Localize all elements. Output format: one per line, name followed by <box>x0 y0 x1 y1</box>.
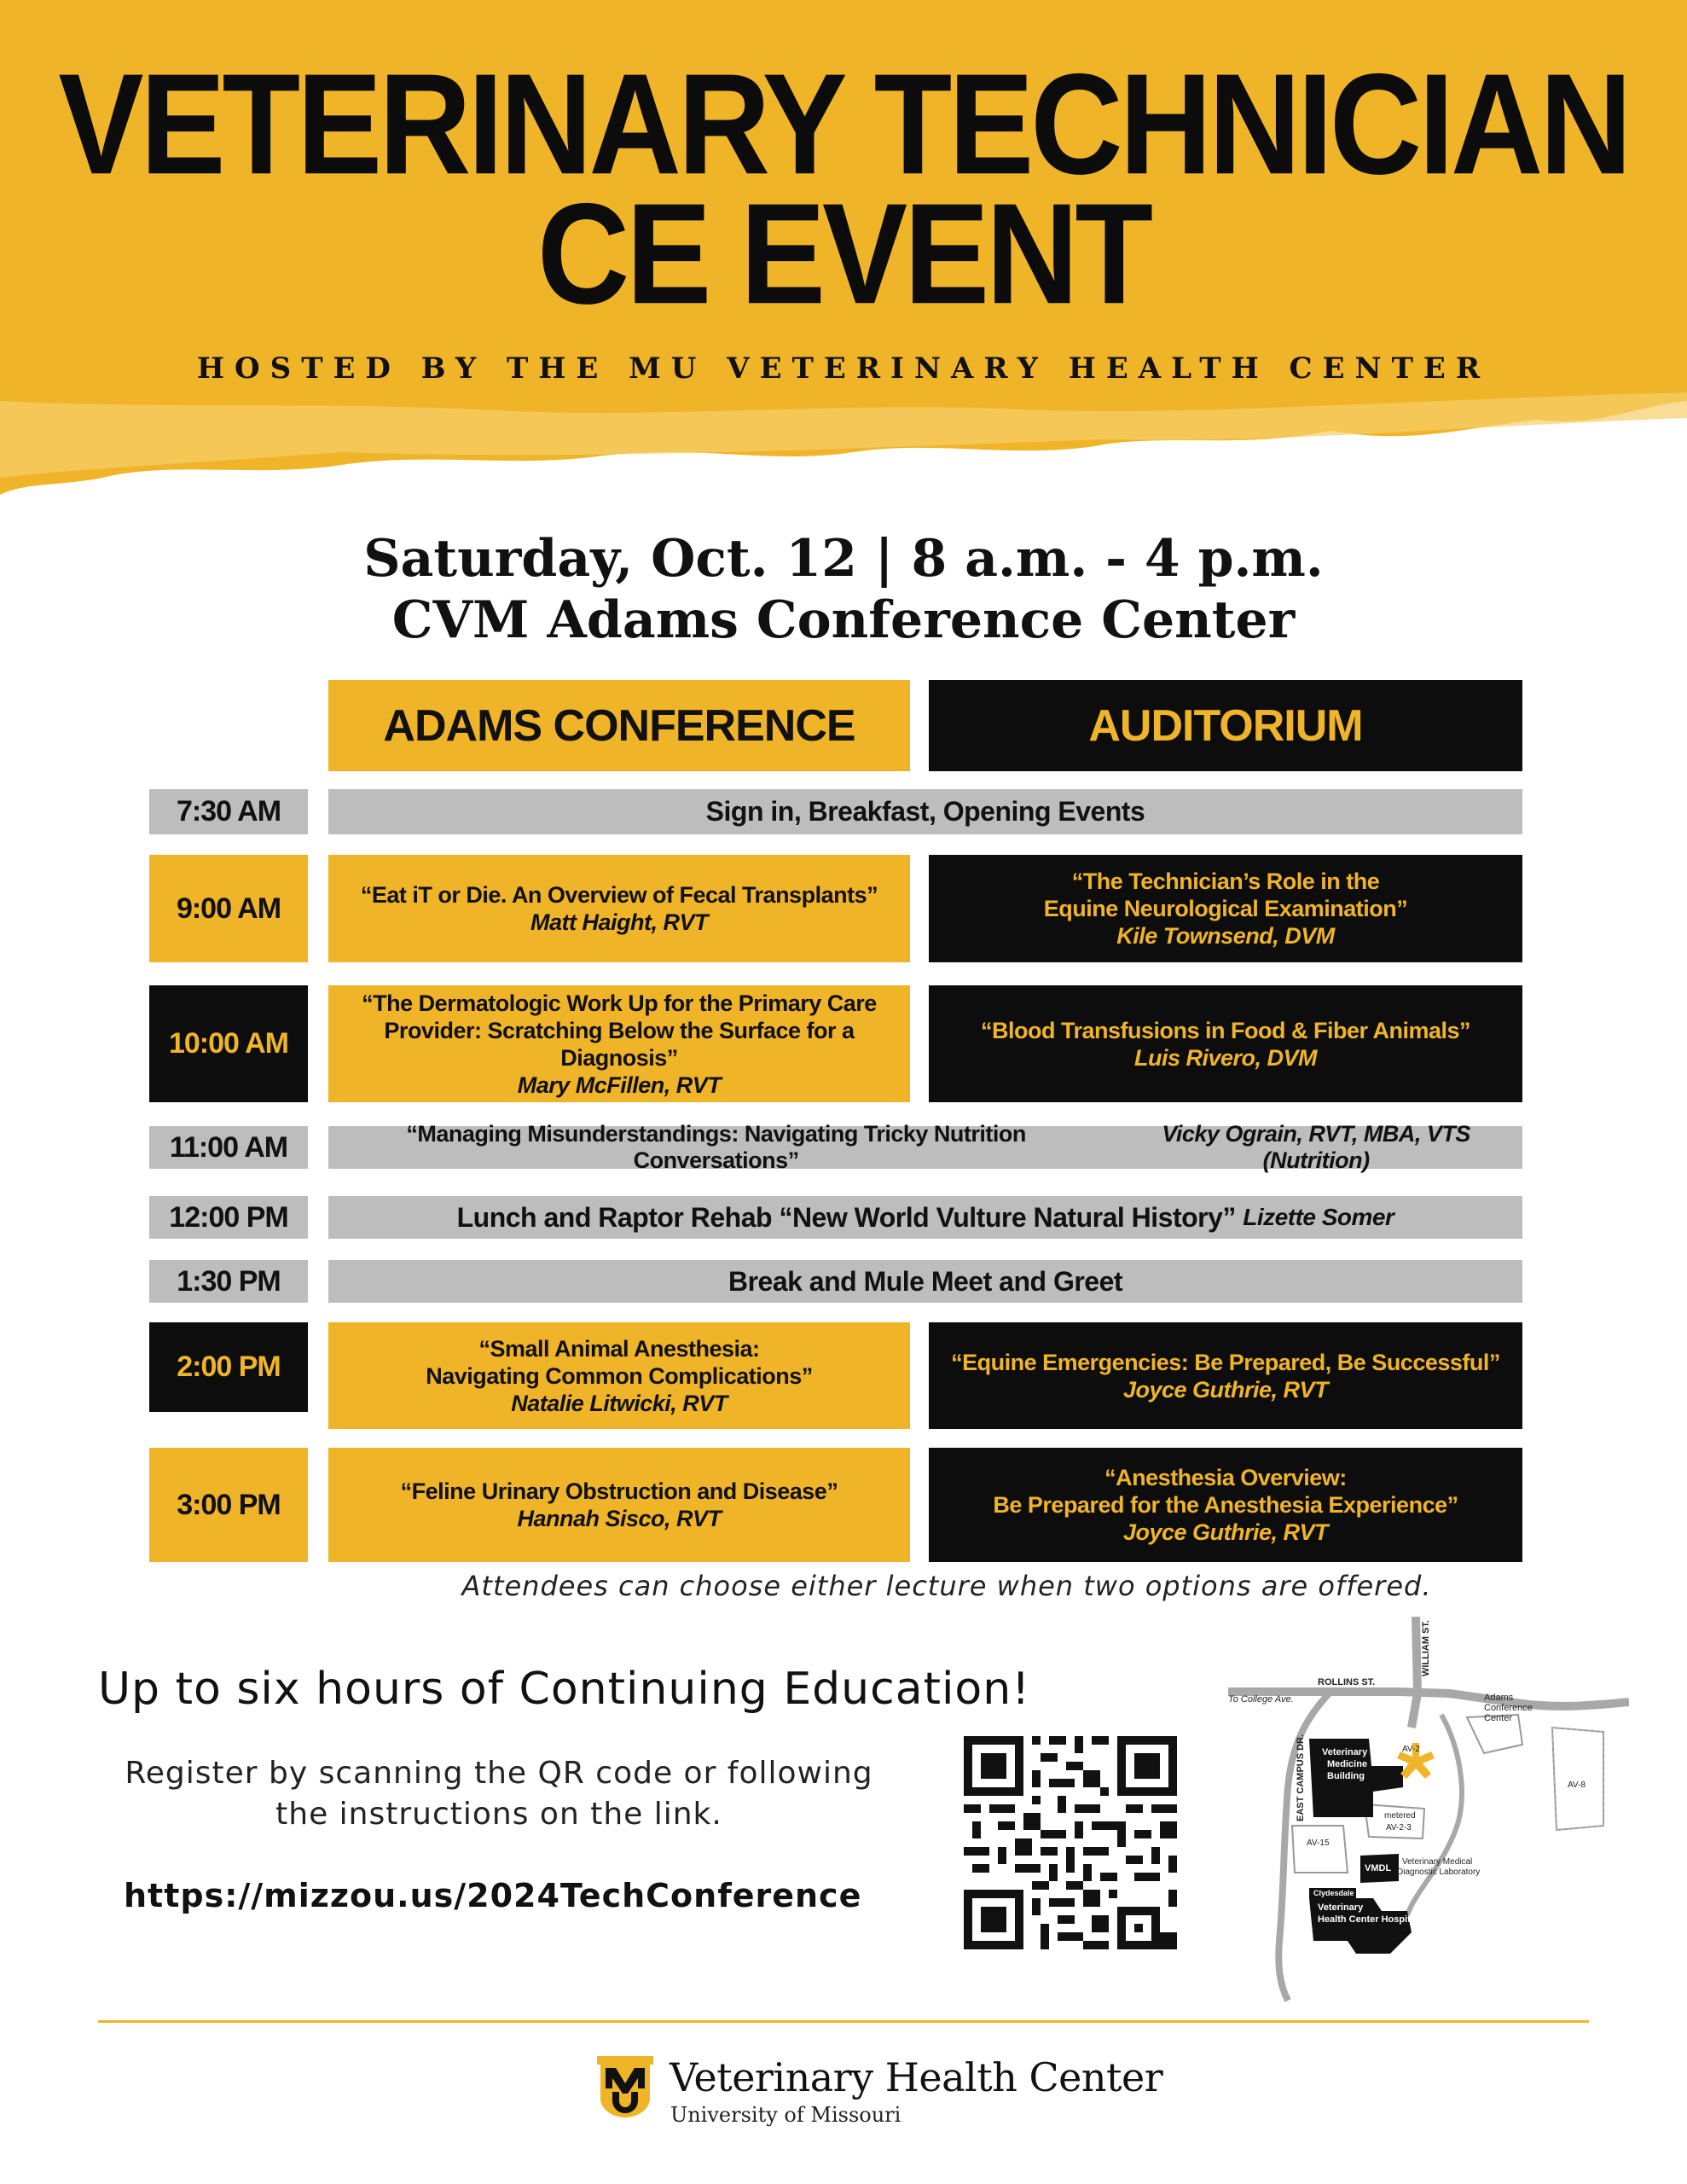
session-speaker: Hannah Sisco, RVT <box>517 1506 722 1531</box>
time-slot-1000: 10:00 AM <box>149 985 308 1102</box>
time-slot-0900: 9:00 AM <box>149 855 308 962</box>
map-label-vmdl-full2: Diagnostic Laboratory <box>1397 1867 1481 1877</box>
session-title-line2: Provider: Scratching Below the Surface for a Diagnosis” <box>384 1017 855 1071</box>
session-title-line2: Navigating Common Complications” <box>426 1362 813 1389</box>
session-speaker: Matt Haight, RVT <box>530 909 708 935</box>
event-title-line2: CE EVENT <box>536 172 1151 334</box>
map-label-vhc1: Veterinary <box>1318 1902 1364 1913</box>
campus-map-icon <box>1228 1617 1629 2005</box>
map-label-vmdl: VMDL <box>1365 1863 1392 1873</box>
map-label-adams2: Conference <box>1484 1703 1533 1713</box>
map-label-rollins: ROLLINS ST. <box>1318 1677 1376 1687</box>
map-label-vmb1: Veterinary <box>1322 1747 1368 1757</box>
register-link[interactable]: https://mizzou.us/2024TechConference <box>124 1877 862 1914</box>
map-label-av15: AV-15 <box>1307 1838 1330 1848</box>
session-title: Lunch and Raptor Rehab “New World Vulture Natural History” <box>456 1201 1236 1233</box>
map-label-av8: AV-8 <box>1568 1780 1586 1790</box>
session-title: “Blood Transfusions in Food & Fiber Animals” <box>980 1017 1471 1043</box>
map-label-adams1: Adams <box>1484 1693 1514 1703</box>
session-speaker: Lizette Somer <box>1243 1204 1394 1230</box>
time-slot-0730: 7:30 AM <box>149 789 308 834</box>
session-auditorium-1000 <box>929 985 1522 1102</box>
session-title-line1: “The Dermatologic Work Up for the Primary Care <box>362 990 877 1016</box>
session-title-line1: “Anesthesia Overview: <box>1104 1465 1347 1490</box>
qr-code-icon[interactable] <box>964 1736 1177 1949</box>
map-label-william: WILLIAM ST. <box>1421 1620 1431 1676</box>
session-title: “Eat iT or Die. An Overview of Fecal Transplants” <box>360 882 878 908</box>
map-label-vhc2: Health Center Hospitals <box>1318 1914 1424 1925</box>
ce-headline: Up to six hours of Continuing Education! <box>98 1664 1031 1715</box>
column-header-auditorium: AUDITORIUM <box>929 680 1522 771</box>
session-adams-1000 <box>328 985 910 1102</box>
session-speaker: Joyce Guthrie, RVT <box>1122 1376 1329 1403</box>
session-title: “Managing Misunderstandings: Navigating Tricky Nutrition Conversations” <box>406 1121 1026 1173</box>
map-label-adams3: Center <box>1484 1713 1513 1723</box>
event-date-time: Saturday, Oct. 12 | 8 a.m. - 4 p.m. <box>363 529 1324 589</box>
hosted-by-line: HOSTED BY THE MU VETERINARY HEALTH CENTER <box>196 351 1491 386</box>
register-line2: the instructions on the link. <box>275 1797 722 1832</box>
session-speaker: Vicky Ograin, RVT, MBA, VTS (Nutrition) <box>1162 1121 1470 1173</box>
session-auditorium-1500 <box>929 1448 1522 1562</box>
map-label-av23: AV-2-3 <box>1386 1823 1412 1833</box>
session-speaker: Mary McFillen, RVT <box>517 1072 722 1098</box>
time-slot-1100: 11:00 AM <box>149 1126 308 1169</box>
session-full-1200 <box>328 1196 1522 1239</box>
map-label-vmb2: Medicine <box>1327 1759 1368 1769</box>
session-speaker: Luis Rivero, DVM <box>1133 1044 1318 1071</box>
session-adams-1500 <box>328 1448 910 1562</box>
time-slot-1500: 3:00 PM <box>149 1448 308 1562</box>
register-instructions <box>85 1753 913 1835</box>
footer-brand-name: Veterinary Health Center <box>670 2054 1163 2100</box>
map-label-av2: AV-2 <box>1402 1745 1420 1754</box>
time-slot-1330: 1:30 PM <box>149 1260 308 1303</box>
session-adams-1400 <box>328 1322 910 1429</box>
register-line1: Register by scanning the QR code or following <box>125 1756 873 1791</box>
session-title-line1: “Small Animal Anesthesia: <box>478 1335 760 1362</box>
session-speaker: Natalie Litwicki, RVT <box>511 1390 728 1416</box>
event-venue: CVM Adams Conference Center <box>391 590 1296 650</box>
map-label-vmb3: Building <box>1327 1771 1365 1781</box>
session-full-1330: Break and Mule Meet and Greet <box>328 1260 1522 1303</box>
time-slot-1200: 12:00 PM <box>149 1196 308 1239</box>
session-adams-0900 <box>328 855 910 962</box>
session-full-0730: Sign in, Breakfast, Opening Events <box>328 789 1522 834</box>
session-speaker: Joyce Guthrie, RVT <box>1122 1519 1329 1545</box>
map-label-vmdl-full1: Veterinary Medical <box>1402 1857 1473 1867</box>
footer-divider <box>98 2020 1589 2023</box>
time-slot-1400: 2:00 PM <box>149 1322 308 1412</box>
session-speaker: Kile Townsend, DVM <box>1116 923 1335 949</box>
footer-brand-subtitle: University of Missouri <box>670 2103 901 2127</box>
session-auditorium-1400 <box>929 1322 1522 1429</box>
mu-logo-icon <box>597 2056 653 2119</box>
session-title: “Feline Urinary Obstruction and Disease” <box>400 1478 838 1504</box>
column-header-adams: ADAMS CONFERENCE <box>328 680 910 771</box>
map-label-east-campus: EAST CAMPUS DR. <box>1296 1734 1306 1821</box>
session-title: “Equine Emergencies: Be Prepared, Be Successful” <box>951 1349 1500 1375</box>
session-title-line2: Be Prepared for the Anesthesia Experience” <box>993 1492 1458 1518</box>
session-title-line2: Equine Neurological Examination” <box>1043 896 1408 921</box>
session-title-line1: “The Technician’s Role in the <box>1071 868 1380 894</box>
session-auditorium-0900 <box>929 855 1522 962</box>
session-full-1100 <box>328 1121 1522 1173</box>
event-title-line1: VETERINARY TECHNICIAN <box>58 43 1629 205</box>
map-label-metered: metered <box>1384 1811 1416 1821</box>
map-label-college: To College Ave. <box>1228 1694 1294 1705</box>
lecture-choice-note: Attendees can choose either lecture when two options are offered. <box>461 1570 1432 1602</box>
map-label-clydesdale: Clydesdale Hall <box>1313 1889 1371 1897</box>
